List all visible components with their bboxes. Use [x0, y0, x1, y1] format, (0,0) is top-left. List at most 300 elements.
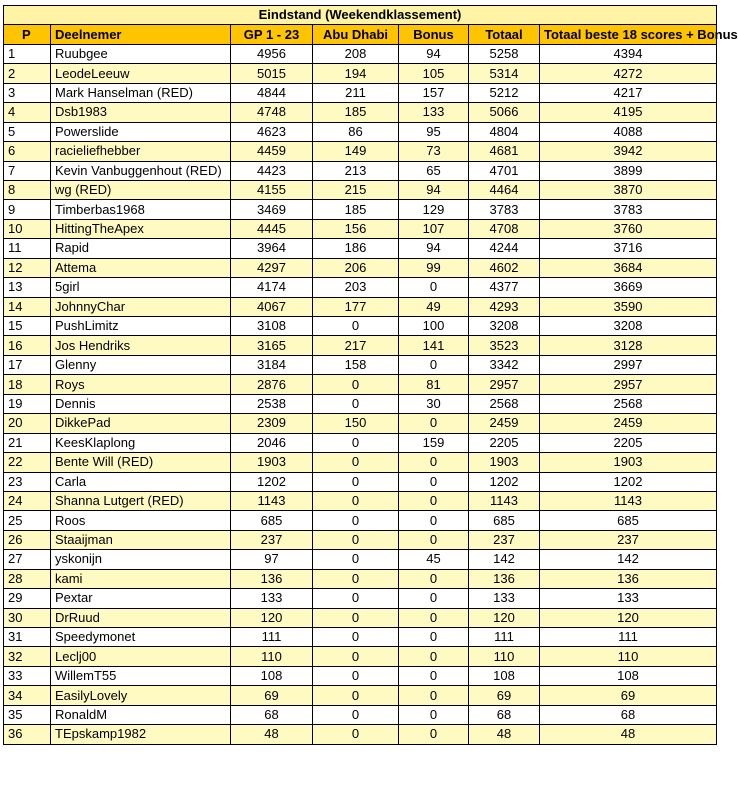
cell-total: 1202 — [469, 472, 540, 491]
cell-participant: TEpskamp1982 — [51, 725, 231, 744]
cell-total: 120 — [469, 608, 540, 627]
cell-position: 11 — [4, 239, 51, 258]
cell-position: 35 — [4, 705, 51, 724]
cell-bonus: 107 — [399, 219, 469, 238]
cell-best-18-plus-bonus: 4394 — [540, 44, 717, 63]
cell-best-18-plus-bonus: 3684 — [540, 258, 717, 277]
cell-total: 3523 — [469, 336, 540, 355]
cell-best-18-plus-bonus: 4088 — [540, 122, 717, 141]
cell-best-18-plus-bonus: 2997 — [540, 355, 717, 374]
cell-position: 17 — [4, 355, 51, 374]
cell-best-18-plus-bonus: 2568 — [540, 394, 717, 413]
cell-bonus: 0 — [399, 530, 469, 549]
cell-abu-dhabi: 208 — [313, 44, 399, 63]
cell-participant: RonaldM — [51, 705, 231, 724]
cell-position: 30 — [4, 608, 51, 627]
cell-abu-dhabi: 0 — [313, 375, 399, 394]
cell-position: 16 — [4, 336, 51, 355]
cell-best-18-plus-bonus: 3783 — [540, 200, 717, 219]
table-row — [4, 180, 717, 199]
cell-position: 12 — [4, 258, 51, 277]
cell-participant: EasilyLovely — [51, 686, 231, 705]
cell-bonus: 0 — [399, 355, 469, 374]
cell-gp-1-23: 2876 — [231, 375, 313, 394]
cell-best-18-plus-bonus: 3716 — [540, 239, 717, 258]
table-row — [4, 589, 717, 608]
cell-gp-1-23: 120 — [231, 608, 313, 627]
cell-participant: Shanna Lutgert (RED) — [51, 491, 231, 510]
cell-gp-1-23: 1903 — [231, 453, 313, 472]
cell-total: 4708 — [469, 219, 540, 238]
cell-abu-dhabi: 0 — [313, 550, 399, 569]
table-row — [4, 258, 717, 277]
cell-participant: Roys — [51, 375, 231, 394]
table-row — [4, 433, 717, 452]
cell-participant: Mark Hanselman (RED) — [51, 83, 231, 102]
cell-best-18-plus-bonus: 2205 — [540, 433, 717, 452]
table-row — [4, 530, 717, 549]
cell-bonus: 0 — [399, 414, 469, 433]
cell-abu-dhabi: 0 — [313, 589, 399, 608]
cell-abu-dhabi: 149 — [313, 142, 399, 161]
cell-abu-dhabi: 0 — [313, 608, 399, 627]
table-row — [4, 550, 717, 569]
cell-gp-1-23: 4155 — [231, 180, 313, 199]
cell-total: 4701 — [469, 161, 540, 180]
cell-total: 142 — [469, 550, 540, 569]
table-row — [4, 200, 717, 219]
cell-total: 108 — [469, 666, 540, 685]
cell-total: 4804 — [469, 122, 540, 141]
cell-position: 24 — [4, 491, 51, 510]
cell-gp-1-23: 2046 — [231, 433, 313, 452]
table-row — [4, 569, 717, 588]
standings-body — [4, 44, 717, 744]
cell-best-18-plus-bonus: 1903 — [540, 453, 717, 472]
cell-bonus: 45 — [399, 550, 469, 569]
cell-participant: Jos Hendriks — [51, 336, 231, 355]
cell-best-18-plus-bonus: 3590 — [540, 297, 717, 316]
cell-participant: Dsb1983 — [51, 103, 231, 122]
col-header-total: Totaal — [469, 25, 540, 44]
cell-bonus: 0 — [399, 569, 469, 588]
cell-gp-1-23: 108 — [231, 666, 313, 685]
cell-best-18-plus-bonus: 110 — [540, 647, 717, 666]
cell-total: 5258 — [469, 44, 540, 63]
table-row — [4, 705, 717, 724]
cell-abu-dhabi: 215 — [313, 180, 399, 199]
cell-position: 6 — [4, 142, 51, 161]
cell-bonus: 0 — [399, 705, 469, 724]
cell-bonus: 129 — [399, 200, 469, 219]
cell-abu-dhabi: 0 — [313, 472, 399, 491]
cell-participant: JohnnyChar — [51, 297, 231, 316]
cell-gp-1-23: 4459 — [231, 142, 313, 161]
cell-best-18-plus-bonus: 120 — [540, 608, 717, 627]
cell-position: 8 — [4, 180, 51, 199]
cell-total: 69 — [469, 686, 540, 705]
cell-gp-1-23: 2309 — [231, 414, 313, 433]
cell-bonus: 0 — [399, 589, 469, 608]
cell-participant: Glenny — [51, 355, 231, 374]
cell-best-18-plus-bonus: 136 — [540, 569, 717, 588]
cell-position: 5 — [4, 122, 51, 141]
cell-position: 13 — [4, 278, 51, 297]
cell-bonus: 65 — [399, 161, 469, 180]
cell-abu-dhabi: 0 — [313, 666, 399, 685]
cell-gp-1-23: 4067 — [231, 297, 313, 316]
cell-position: 19 — [4, 394, 51, 413]
table-row — [4, 628, 717, 647]
cell-total: 2568 — [469, 394, 540, 413]
cell-gp-1-23: 4423 — [231, 161, 313, 180]
cell-participant: Attema — [51, 258, 231, 277]
cell-total: 4244 — [469, 239, 540, 258]
table-row — [4, 122, 717, 141]
table-row — [4, 725, 717, 744]
table-row — [4, 336, 717, 355]
cell-gp-1-23: 5015 — [231, 64, 313, 83]
table-row — [4, 394, 717, 413]
cell-total: 2205 — [469, 433, 540, 452]
cell-best-18-plus-bonus: 3669 — [540, 278, 717, 297]
title-row — [4, 6, 717, 25]
cell-gp-1-23: 1143 — [231, 491, 313, 510]
cell-gp-1-23: 4956 — [231, 44, 313, 63]
table-row — [4, 647, 717, 666]
cell-bonus: 0 — [399, 608, 469, 627]
cell-total: 4377 — [469, 278, 540, 297]
table-row — [4, 142, 717, 161]
table-row — [4, 472, 717, 491]
cell-best-18-plus-bonus: 108 — [540, 666, 717, 685]
cell-participant: Ruubgee — [51, 44, 231, 63]
standings-sheet — [3, 5, 738, 745]
col-header-position: P — [4, 25, 51, 44]
cell-best-18-plus-bonus: 69 — [540, 686, 717, 705]
cell-best-18-plus-bonus: 4195 — [540, 103, 717, 122]
cell-participant: Kevin Vanbuggenhout (RED) — [51, 161, 231, 180]
cell-bonus: 100 — [399, 317, 469, 336]
cell-position: 27 — [4, 550, 51, 569]
cell-total: 111 — [469, 628, 540, 647]
cell-total: 4681 — [469, 142, 540, 161]
cell-total: 3783 — [469, 200, 540, 219]
cell-bonus: 133 — [399, 103, 469, 122]
cell-gp-1-23: 69 — [231, 686, 313, 705]
cell-total: 110 — [469, 647, 540, 666]
cell-position: 34 — [4, 686, 51, 705]
table-row — [4, 666, 717, 685]
cell-abu-dhabi: 194 — [313, 64, 399, 83]
cell-bonus: 95 — [399, 122, 469, 141]
cell-best-18-plus-bonus: 4217 — [540, 83, 717, 102]
cell-participant: PushLimitz — [51, 317, 231, 336]
cell-gp-1-23: 3964 — [231, 239, 313, 258]
cell-bonus: 81 — [399, 375, 469, 394]
col-header-participant: Deelnemer — [51, 25, 231, 44]
cell-best-18-plus-bonus: 4272 — [540, 64, 717, 83]
cell-position: 26 — [4, 530, 51, 549]
cell-best-18-plus-bonus: 48 — [540, 725, 717, 744]
cell-participant: wg (RED) — [51, 180, 231, 199]
cell-gp-1-23: 685 — [231, 511, 313, 530]
cell-total: 5066 — [469, 103, 540, 122]
cell-abu-dhabi: 211 — [313, 83, 399, 102]
cell-abu-dhabi: 0 — [313, 394, 399, 413]
cell-abu-dhabi: 156 — [313, 219, 399, 238]
cell-participant: DrRuud — [51, 608, 231, 627]
cell-best-18-plus-bonus: 3760 — [540, 219, 717, 238]
cell-position: 21 — [4, 433, 51, 452]
col-header-bonus: Bonus — [399, 25, 469, 44]
cell-position: 10 — [4, 219, 51, 238]
table-row — [4, 64, 717, 83]
cell-abu-dhabi: 185 — [313, 200, 399, 219]
cell-participant: Staaijman — [51, 530, 231, 549]
cell-position: 14 — [4, 297, 51, 316]
cell-gp-1-23: 237 — [231, 530, 313, 549]
cell-gp-1-23: 4748 — [231, 103, 313, 122]
cell-abu-dhabi: 150 — [313, 414, 399, 433]
cell-best-18-plus-bonus: 3870 — [540, 180, 717, 199]
cell-gp-1-23: 3469 — [231, 200, 313, 219]
cell-bonus: 0 — [399, 647, 469, 666]
cell-total: 3208 — [469, 317, 540, 336]
cell-bonus: 49 — [399, 297, 469, 316]
cell-position: 18 — [4, 375, 51, 394]
cell-best-18-plus-bonus: 2957 — [540, 375, 717, 394]
cell-position: 29 — [4, 589, 51, 608]
cell-participant: WillemT55 — [51, 666, 231, 685]
cell-best-18-plus-bonus: 3208 — [540, 317, 717, 336]
cell-total: 48 — [469, 725, 540, 744]
cell-bonus: 0 — [399, 666, 469, 685]
cell-position: 23 — [4, 472, 51, 491]
cell-best-18-plus-bonus: 1202 — [540, 472, 717, 491]
cell-participant: Carla — [51, 472, 231, 491]
cell-total: 5314 — [469, 64, 540, 83]
col-header-abu-dhabi: Abu Dhabi — [313, 25, 399, 44]
table-row — [4, 608, 717, 627]
cell-participant: Roos — [51, 511, 231, 530]
cell-participant: Pextar — [51, 589, 231, 608]
cell-abu-dhabi: 213 — [313, 161, 399, 180]
cell-position: 15 — [4, 317, 51, 336]
cell-abu-dhabi: 0 — [313, 453, 399, 472]
cell-total: 1143 — [469, 491, 540, 510]
cell-gp-1-23: 68 — [231, 705, 313, 724]
cell-total: 2957 — [469, 375, 540, 394]
cell-participant: DikkePad — [51, 414, 231, 433]
standings-table — [3, 5, 738, 745]
cell-gp-1-23: 4174 — [231, 278, 313, 297]
cell-position: 33 — [4, 666, 51, 685]
table-row — [4, 44, 717, 63]
cell-gp-1-23: 4297 — [231, 258, 313, 277]
cell-best-18-plus-bonus: 3942 — [540, 142, 717, 161]
cell-gp-1-23: 111 — [231, 628, 313, 647]
cell-total: 3342 — [469, 355, 540, 374]
cell-best-18-plus-bonus: 1143 — [540, 491, 717, 510]
cell-total: 136 — [469, 569, 540, 588]
cell-position: 31 — [4, 628, 51, 647]
cell-position: 2 — [4, 64, 51, 83]
table-row — [4, 161, 717, 180]
cell-participant: kami — [51, 569, 231, 588]
table-title: Eindstand (Weekendklassement) — [4, 6, 717, 25]
cell-bonus: 0 — [399, 491, 469, 510]
cell-bonus: 105 — [399, 64, 469, 83]
cell-gp-1-23: 3184 — [231, 355, 313, 374]
cell-bonus: 30 — [399, 394, 469, 413]
cell-total: 68 — [469, 705, 540, 724]
cell-position: 7 — [4, 161, 51, 180]
cell-total: 2459 — [469, 414, 540, 433]
cell-gp-1-23: 1202 — [231, 472, 313, 491]
cell-position: 20 — [4, 414, 51, 433]
cell-gp-1-23: 133 — [231, 589, 313, 608]
cell-best-18-plus-bonus: 3128 — [540, 336, 717, 355]
cell-abu-dhabi: 186 — [313, 239, 399, 258]
table-row — [4, 375, 717, 394]
cell-abu-dhabi: 0 — [313, 433, 399, 452]
cell-participant: Leclj00 — [51, 647, 231, 666]
cell-bonus: 0 — [399, 278, 469, 297]
cell-participant: Bente Will (RED) — [51, 453, 231, 472]
table-row — [4, 414, 717, 433]
cell-gp-1-23: 97 — [231, 550, 313, 569]
cell-best-18-plus-bonus: 237 — [540, 530, 717, 549]
cell-position: 22 — [4, 453, 51, 472]
cell-position: 28 — [4, 569, 51, 588]
cell-bonus: 157 — [399, 83, 469, 102]
cell-participant: 5girl — [51, 278, 231, 297]
table-row — [4, 219, 717, 238]
cell-participant: Rapid — [51, 239, 231, 258]
cell-best-18-plus-bonus: 111 — [540, 628, 717, 647]
col-header-best-18-plus-bonus: Totaal beste 18 scores + Bonus — [540, 25, 717, 44]
table-row — [4, 278, 717, 297]
cell-participant: Timberbas1968 — [51, 200, 231, 219]
table-row — [4, 103, 717, 122]
col-header-gp-1-23: GP 1 - 23 — [231, 25, 313, 44]
cell-bonus: 94 — [399, 180, 469, 199]
cell-best-18-plus-bonus: 133 — [540, 589, 717, 608]
cell-total: 5212 — [469, 83, 540, 102]
cell-participant: LeodeLeeuw — [51, 64, 231, 83]
cell-abu-dhabi: 0 — [313, 569, 399, 588]
cell-total: 1903 — [469, 453, 540, 472]
cell-abu-dhabi: 185 — [313, 103, 399, 122]
table-row — [4, 453, 717, 472]
cell-participant: Speedymonet — [51, 628, 231, 647]
table-row — [4, 317, 717, 336]
cell-bonus: 141 — [399, 336, 469, 355]
cell-position: 4 — [4, 103, 51, 122]
cell-total: 4602 — [469, 258, 540, 277]
cell-bonus: 73 — [399, 142, 469, 161]
cell-abu-dhabi: 0 — [313, 317, 399, 336]
cell-participant: KeesKlaplong — [51, 433, 231, 452]
table-row — [4, 491, 717, 510]
cell-gp-1-23: 2538 — [231, 394, 313, 413]
cell-best-18-plus-bonus: 68 — [540, 705, 717, 724]
cell-best-18-plus-bonus: 3899 — [540, 161, 717, 180]
table-row — [4, 686, 717, 705]
cell-bonus: 0 — [399, 511, 469, 530]
cell-gp-1-23: 48 — [231, 725, 313, 744]
cell-participant: Dennis — [51, 394, 231, 413]
cell-abu-dhabi: 203 — [313, 278, 399, 297]
cell-bonus: 94 — [399, 44, 469, 63]
cell-position: 9 — [4, 200, 51, 219]
cell-bonus: 94 — [399, 239, 469, 258]
cell-total: 4464 — [469, 180, 540, 199]
cell-gp-1-23: 3165 — [231, 336, 313, 355]
cell-participant: yskonijn — [51, 550, 231, 569]
cell-abu-dhabi: 158 — [313, 355, 399, 374]
cell-abu-dhabi: 0 — [313, 530, 399, 549]
cell-position: 32 — [4, 647, 51, 666]
cell-bonus: 99 — [399, 258, 469, 277]
cell-gp-1-23: 3108 — [231, 317, 313, 336]
cell-best-18-plus-bonus: 142 — [540, 550, 717, 569]
cell-gp-1-23: 4623 — [231, 122, 313, 141]
table-row — [4, 239, 717, 258]
cell-best-18-plus-bonus: 685 — [540, 511, 717, 530]
table-row — [4, 511, 717, 530]
cell-abu-dhabi: 0 — [313, 686, 399, 705]
cell-bonus: 159 — [399, 433, 469, 452]
cell-position: 1 — [4, 44, 51, 63]
cell-abu-dhabi: 0 — [313, 725, 399, 744]
cell-bonus: 0 — [399, 686, 469, 705]
cell-total: 237 — [469, 530, 540, 549]
cell-abu-dhabi: 0 — [313, 647, 399, 666]
cell-bonus: 0 — [399, 453, 469, 472]
cell-abu-dhabi: 217 — [313, 336, 399, 355]
cell-bonus: 0 — [399, 628, 469, 647]
cell-abu-dhabi: 177 — [313, 297, 399, 316]
cell-abu-dhabi: 206 — [313, 258, 399, 277]
cell-position: 3 — [4, 83, 51, 102]
cell-best-18-plus-bonus: 2459 — [540, 414, 717, 433]
table-row — [4, 297, 717, 316]
cell-total: 4293 — [469, 297, 540, 316]
cell-bonus: 0 — [399, 725, 469, 744]
cell-gp-1-23: 4844 — [231, 83, 313, 102]
cell-total: 685 — [469, 511, 540, 530]
header-row — [4, 25, 717, 44]
cell-gp-1-23: 4445 — [231, 219, 313, 238]
cell-abu-dhabi: 0 — [313, 511, 399, 530]
cell-abu-dhabi: 0 — [313, 491, 399, 510]
cell-participant: Powerslide — [51, 122, 231, 141]
cell-total: 133 — [469, 589, 540, 608]
cell-abu-dhabi: 86 — [313, 122, 399, 141]
cell-position: 25 — [4, 511, 51, 530]
cell-abu-dhabi: 0 — [313, 628, 399, 647]
cell-position: 36 — [4, 725, 51, 744]
cell-bonus: 0 — [399, 472, 469, 491]
table-row — [4, 355, 717, 374]
cell-gp-1-23: 136 — [231, 569, 313, 588]
cell-abu-dhabi: 0 — [313, 705, 399, 724]
cell-participant: HittingTheApex — [51, 219, 231, 238]
cell-participant: racieliefhebber — [51, 142, 231, 161]
table-row — [4, 83, 717, 102]
